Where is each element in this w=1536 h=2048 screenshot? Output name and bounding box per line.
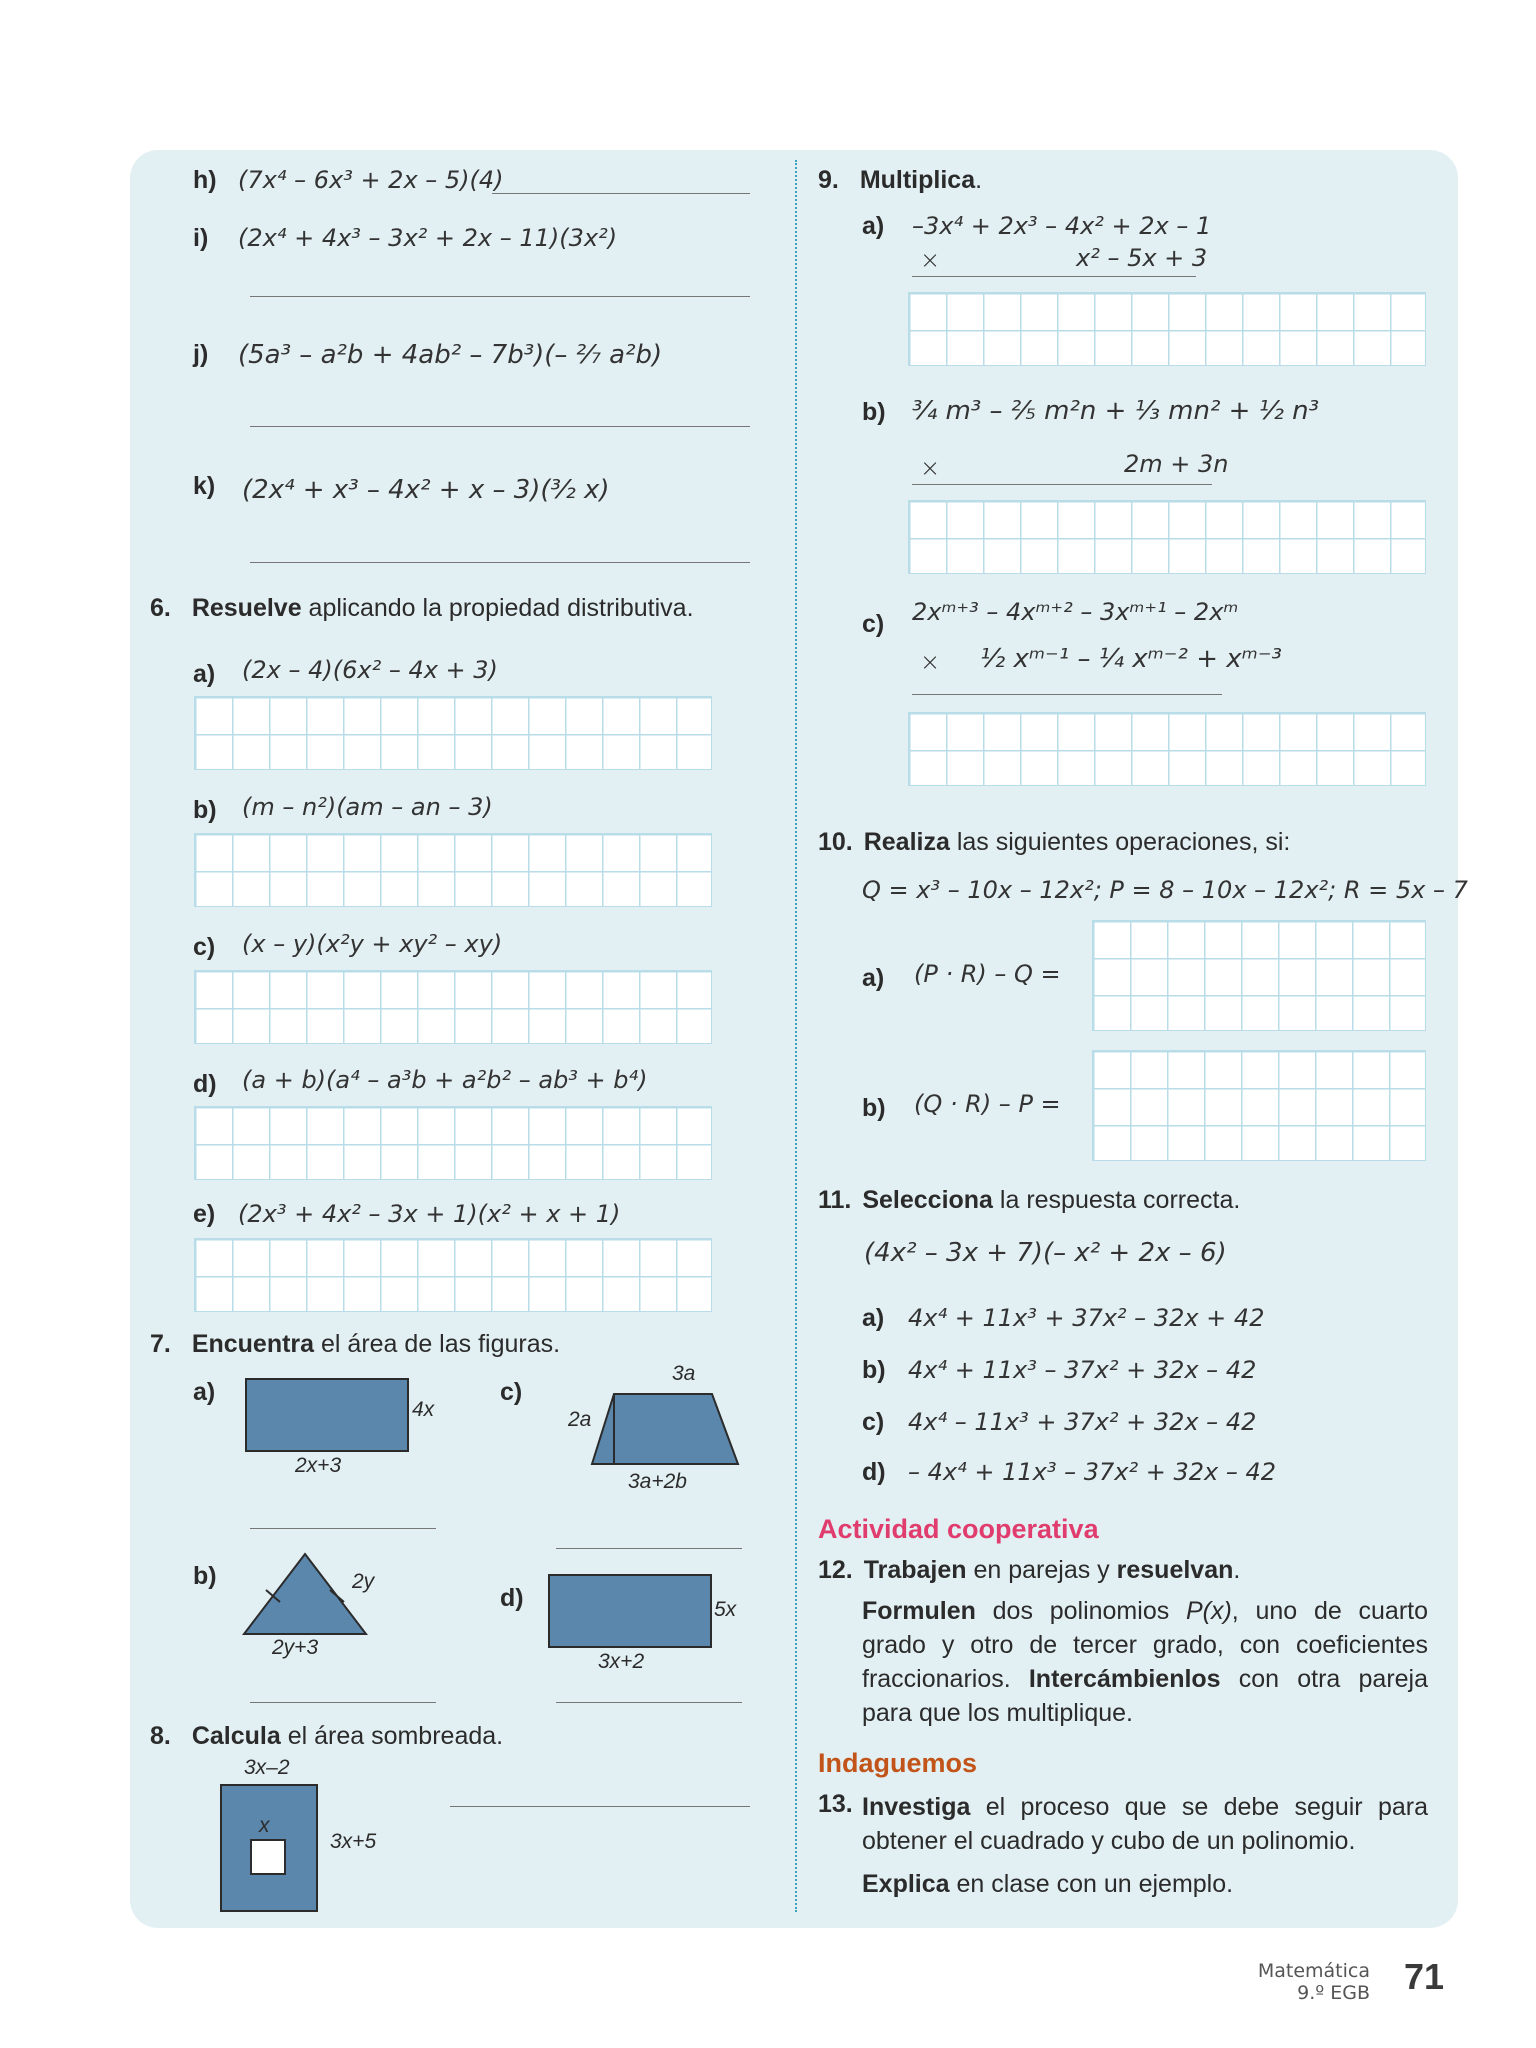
q6a-expr: (2x – 4)(6x² – 4x + 3) [242,656,498,684]
answer-line-k [250,562,750,563]
q12-text-1: dos polinomios [975,1597,1186,1625]
q8-side-dim: 3x+5 [330,1830,377,1853]
q6d-expr: (a + b)(a⁴ – a³b + a²b² – ab³ + b⁴) [242,1066,648,1094]
item-i-expr: (2x⁴ + 4x³ – 3x² + 2x – 11)(3x²) [238,224,618,252]
q6-heading [150,594,694,623]
q7-number: 7. [150,1330,171,1358]
q9c-times: × [920,648,941,676]
q6c-answer-grid[interactable] [194,970,712,1044]
q6b-answer-grid[interactable] [194,833,712,907]
q9b-rule [912,484,1212,485]
q7c-top: 3a [672,1362,696,1385]
q10-verb: Realiza [863,828,950,856]
q7b-base: 2y+3 [272,1636,319,1659]
unshaded-square [250,1839,286,1875]
q11a-option[interactable]: 4x⁴ + 11x³ + 37x² – 32x + 42 [908,1304,1265,1332]
q7d-base: 3x+2 [598,1650,645,1673]
q13-text2: en clase con un ejemplo. [949,1870,1234,1898]
item-h-expr: (7x⁴ – 6x³ + 2x – 5)(4) [238,166,504,194]
rectangle-figure-a [245,1378,409,1452]
q9a-times: × [920,246,941,274]
q7-heading [150,1330,560,1359]
q9a-rule [912,276,1196,277]
q6c-expr: (x – y)(x²y + xy² – xy) [242,930,503,958]
q7a-side: 4x [412,1398,435,1421]
triangle-figure-b [242,1552,368,1636]
answer-line-h [492,193,750,194]
q9c-line2: ½ xᵐ⁻¹ – ¼ xᵐ⁻² + xᵐ⁻³ [980,644,1282,674]
q7-instruction: el área de las figuras. [314,1330,561,1358]
q8-verb: Calcula [191,1722,281,1750]
answer-line-8 [450,1806,750,1807]
q10b-expr: (Q · R) – P = [914,1090,1061,1118]
q6d-label: d) [193,1070,217,1098]
q9-heading [818,166,982,195]
q10-instruction: las siguientes operaciones, si: [949,828,1291,856]
q13-verb2: Explica [862,1870,950,1898]
q6-instruction: aplicando la propiedad distributiva. [301,594,694,622]
q6c-label: c) [193,933,216,961]
answer-line-7c [556,1548,742,1549]
q6b-expr: (m – n²)(am – an – 3) [242,793,493,821]
column-divider [795,160,797,1912]
q6-number: 6. [150,594,171,622]
q11-expr: (4x² – 3x + 7)(– x² + 2x – 6) [864,1238,1227,1268]
q9a-answer-grid[interactable] [908,292,1426,366]
q13-paragraph [862,1790,1428,1858]
answer-line-7b [250,1702,436,1703]
q6b-label: b) [193,796,217,824]
q9-number: 9. [818,166,839,194]
answer-line-7a [250,1528,436,1529]
q9b-line1: ³⁄₄ m³ – ²⁄₅ m²n + ¹⁄₃ mn² + ¹⁄₂ n³ [912,396,1320,426]
q7a-base: 2x+3 [295,1454,342,1477]
q13-number: 13. [818,1790,853,1818]
item-j-expr: (5a³ – a²b + 4ab² – 7b³)(– ²⁄₇ a²b) [238,340,663,370]
item-i-label: i) [193,224,209,252]
q12-intercambienlos: Intercámbienlos [1028,1665,1221,1693]
q7c-label: c) [500,1378,523,1406]
page-number: 71 [1404,1956,1445,1997]
q8-inner-dim: x [259,1814,270,1837]
q10-definitions: Q = x³ – 10x – 12x²; P = 8 – 10x – 12x²; R = 5x – 7 [862,876,1468,904]
q10-heading [818,828,1290,857]
q10a-expr: (P · R) – Q = [914,960,1061,988]
q10a-answer-grid[interactable] [1092,920,1426,1031]
q6-verb: Resuelve [191,594,302,622]
q13-explain [862,1870,1233,1899]
q11-verb: Selecciona [862,1186,993,1214]
q8-heading [150,1722,503,1751]
q12-mid: en parejas y [966,1556,1117,1584]
q11a-label[interactable]: a) [862,1304,885,1332]
q9c-line1: 2xᵐ⁺³ – 4xᵐ⁺² – 3xᵐ⁺¹ – 2xᵐ [912,598,1239,626]
q7b-label: b) [193,1562,217,1590]
answer-line-j [250,426,750,427]
answer-line-i [250,296,750,297]
q6e-label: e) [193,1200,216,1228]
q11b-label[interactable]: b) [862,1356,886,1384]
q7-verb: Encuentra [191,1330,315,1358]
footer-book-info [1200,1960,1370,2004]
q6a-label: a) [193,660,216,688]
q9c-answer-grid[interactable] [908,712,1426,786]
item-k-expr: (2x⁴ + x³ – 4x² + x – 3)(³⁄₂ x) [242,475,610,505]
q9b-label: b) [862,398,886,426]
q8-instruction: el área sombreada. [280,1722,504,1750]
q13-verb: Investiga [862,1793,971,1821]
item-j-label: j) [193,340,209,368]
q12-text-3: con otra pareja para que los multiplique. [862,1665,1429,1727]
footer-grade: 9.º EGB [1297,1982,1370,2004]
answer-line-7d [556,1702,742,1703]
q6d-answer-grid[interactable] [194,1106,712,1180]
q11c-label[interactable]: c) [862,1408,885,1436]
q10a-label: a) [862,964,885,992]
q11-heading [818,1186,1240,1215]
q12-end: . [1233,1556,1241,1584]
indaguemos-title: Indaguemos [818,1748,978,1778]
q7c-height: 2a [568,1408,592,1431]
q10b-answer-grid[interactable] [1092,1050,1426,1161]
trapezoid-figure-c [590,1392,740,1466]
q11-instruction: la respuesta correcta. [992,1186,1241,1214]
q12-formulen: Formulen [862,1597,976,1625]
q9-verb: Multiplica [859,166,976,194]
q12-paragraph [862,1594,1428,1730]
q8-number: 8. [150,1722,171,1750]
q9c-label: c) [862,610,885,638]
q9b-line2: 2m + 3n [1124,450,1229,478]
q12-verb1: Trabajen [863,1556,967,1584]
q12-px: P(x) [1185,1597,1232,1625]
q10-number: 10. [818,828,853,856]
q11c-option[interactable]: 4x⁴ – 11x³ + 37x² + 32x – 42 [908,1408,1257,1436]
item-h-label: h) [193,166,217,194]
q9b-answer-grid[interactable] [908,500,1426,574]
q12-number: 12. [818,1556,853,1584]
q13-text: el proceso que se debe seguir para obtener el cuadrado y cubo de un polinomio. [862,1793,1428,1855]
q6a-answer-grid[interactable] [194,696,712,770]
q9b-times: × [920,454,941,482]
q7b-side: 2y [352,1570,375,1593]
rectangle-figure-d [548,1574,712,1648]
cooperative-activity-title: Actividad cooperativa [818,1514,1099,1544]
q7d-side: 5x [714,1598,737,1621]
q9a-line2: x² – 5x + 3 [1076,244,1208,272]
q7a-label: a) [193,1378,216,1406]
q12-heading [818,1556,1240,1585]
q12-text-2: , uno de cuarto grado y otro de tercer grado, con coeficientes fraccionarios. [862,1597,1428,1693]
q9c-rule [912,694,1222,695]
q7d-label: d) [500,1584,524,1612]
q12-verb2: resuelvan [1116,1556,1234,1584]
q11-number: 11. [818,1186,852,1214]
q7c-base: 3a+2b [628,1470,687,1493]
q8-top-dim: 3x–2 [244,1756,290,1779]
q10b-label: b) [862,1094,886,1122]
item-k-label: k) [193,472,216,500]
q9a-line1: –3x⁴ + 2x³ – 4x² + 2x – 1 [912,212,1212,240]
q11d-option[interactable]: – 4x⁴ + 11x³ – 37x² + 32x – 42 [908,1458,1276,1486]
q11d-label[interactable]: d) [862,1458,886,1486]
q11b-option[interactable]: 4x⁴ + 11x³ – 37x² + 32x – 42 [908,1356,1257,1384]
q9-instruction: . [975,166,983,194]
q6e-expr: (2x³ + 4x² – 3x + 1)(x² + x + 1) [238,1200,621,1228]
q6e-answer-grid[interactable] [194,1238,712,1312]
footer-subject: Matemática [1257,1960,1370,1982]
q9a-label: a) [862,212,885,240]
